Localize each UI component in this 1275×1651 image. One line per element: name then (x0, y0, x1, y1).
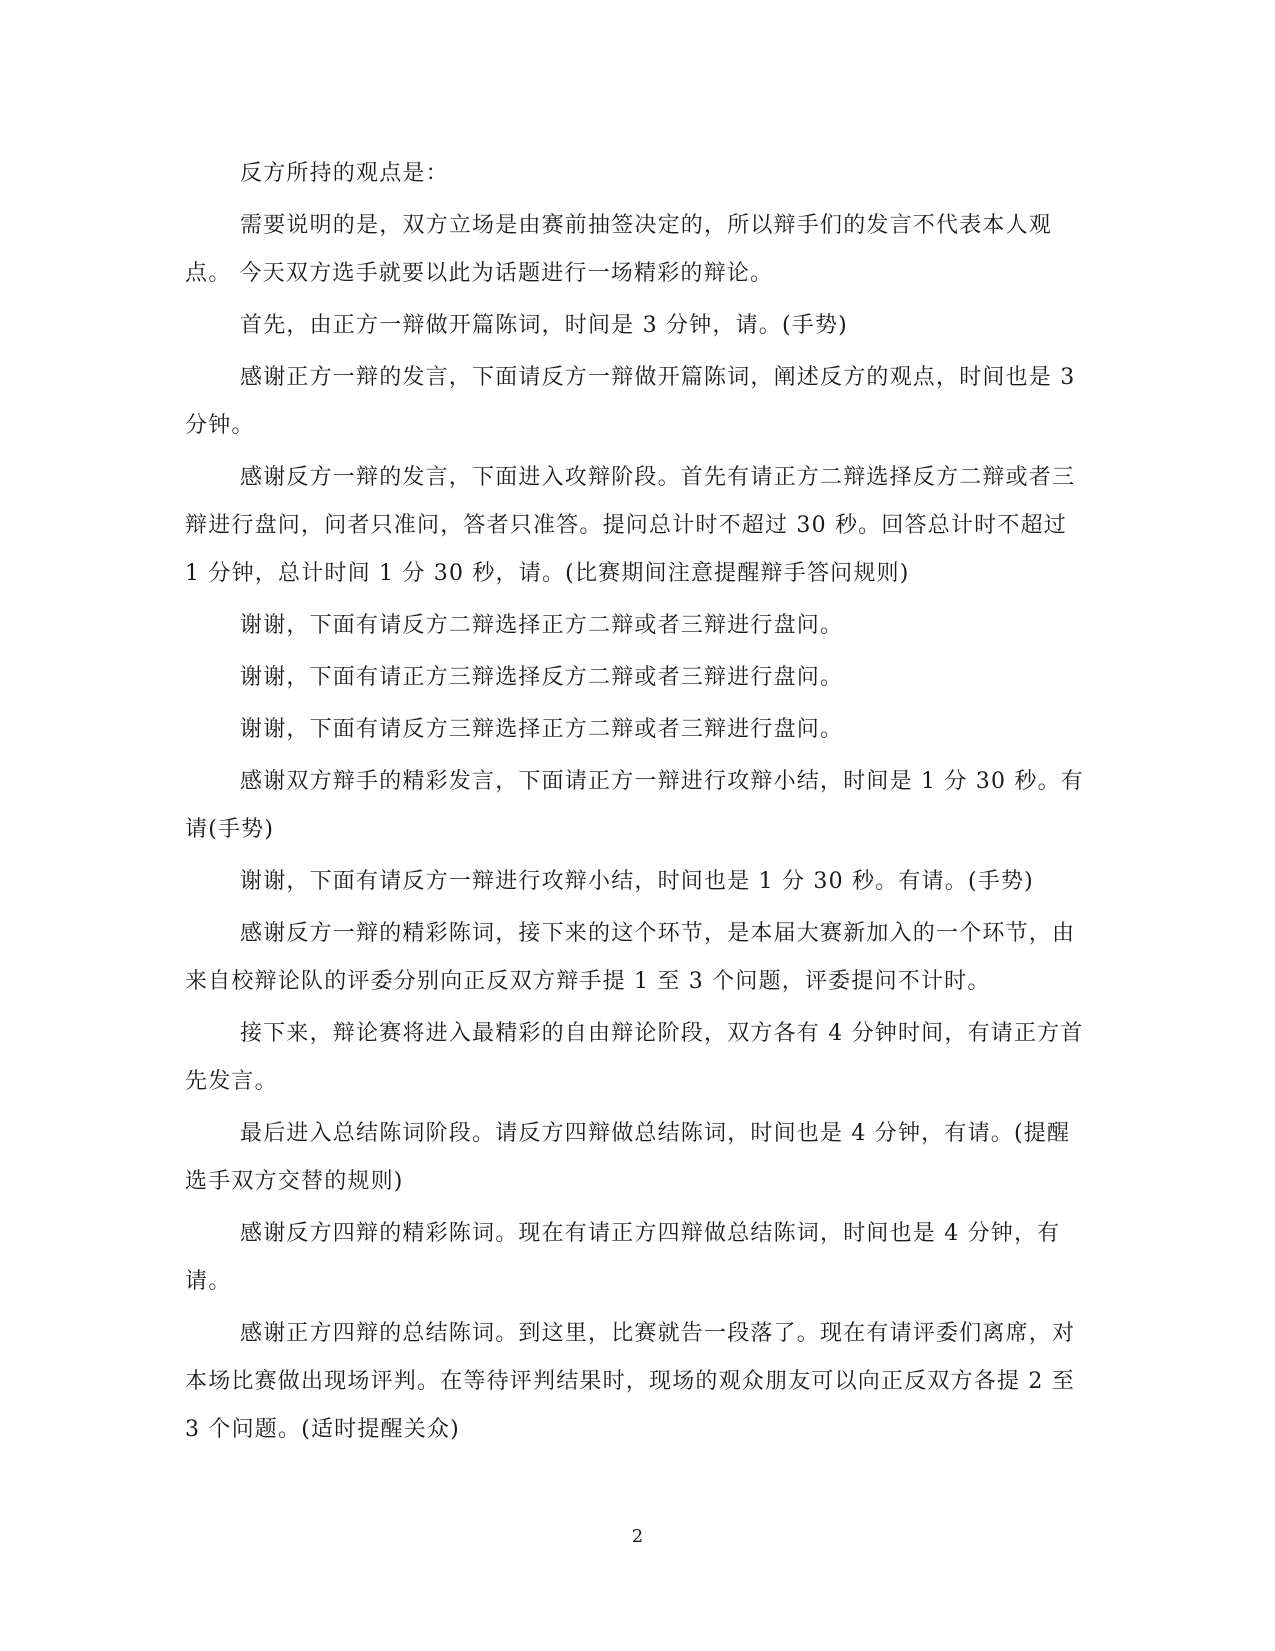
paragraph: 接下来，辩论赛将进入最精彩的自由辩论阶段，双方各有 4 分钟时间，有请正方首先发言。 (185, 1021, 1084, 1094)
paragraph: 需要说明的是，双方立场是由赛前抽签决定的，所以辩手们的发言不代表本人观点。 今天双方选手就要以此为话题进行一场精彩的辩论。 (185, 213, 1053, 286)
paragraph: 最后进入总结陈词阶段。请反方四辩做总结陈词，时间也是 4 分钟，有请。(提醒选手双方交替的规则) (185, 1121, 1071, 1194)
document-body (185, 150, 1085, 1458)
paragraph: 谢谢，下面有请反方一辩进行攻辩小结，时间也是 1 分 30 秒。有请。(手势) (240, 869, 1034, 894)
paragraph: 反方所持的观点是： (240, 161, 449, 186)
page-number: 2 (631, 1526, 644, 1547)
paragraph: 首先，由正方一辩做开篇陈词，时间是 3 分钟，请。(手势) (240, 313, 848, 338)
paragraph: 谢谢，下面有请反方二辩选择正方二辩或者三辩进行盘问。 (240, 613, 844, 638)
paragraph: 感谢反方一辩的发言，下面进入攻辩阶段。首先有请正方二辩选择反方二辩或者三辩进行盘问，问者只准问，答者只准答。提问总计时不超过 30 秒。回答总计时不超过 1 分钟，总计时间 1 分 30 秒，请。(比赛期间注意提醒辩手答问规则) (185, 465, 1076, 586)
paragraph: 感谢正方一辩的发言，下面请反方一辩做开篇陈词，阐述反方的观点，时间也是 3 分钟。 (185, 365, 1076, 438)
paragraph: 感谢反方一辩的精彩陈词，接下来的这个环节，是本届大赛新加入的一个环节，由来自校辩论队的评委分别向正反双方辩手提 1 至 3 个问题，评委提问不计时。 (185, 921, 1076, 994)
paragraph: 谢谢，下面有请反方三辩选择正方二辩或者三辩进行盘问。 (240, 717, 844, 742)
paragraph: 感谢正方四辩的总结陈词。到这里，比赛就告一段落了。现在有请评委们离席，对本场比赛做出现场评判。在等待评判结果时，现场的观众朋友可以向正反双方各提 2 至 3 个问题。(适时提醒关众) (185, 1321, 1076, 1442)
paragraph: 感谢反方四辩的精彩陈词。现在有请正方四辩做总结陈词，时间也是 4 分钟，有请。 (185, 1221, 1061, 1294)
paragraph: 谢谢，下面有请正方三辩选择反方二辩或者三辩进行盘问。 (240, 665, 844, 690)
paragraph: 感谢双方辩手的精彩发言，下面请正方一辩进行攻辩小结，时间是 1 分 30 秒。有请(手势) (185, 769, 1084, 842)
